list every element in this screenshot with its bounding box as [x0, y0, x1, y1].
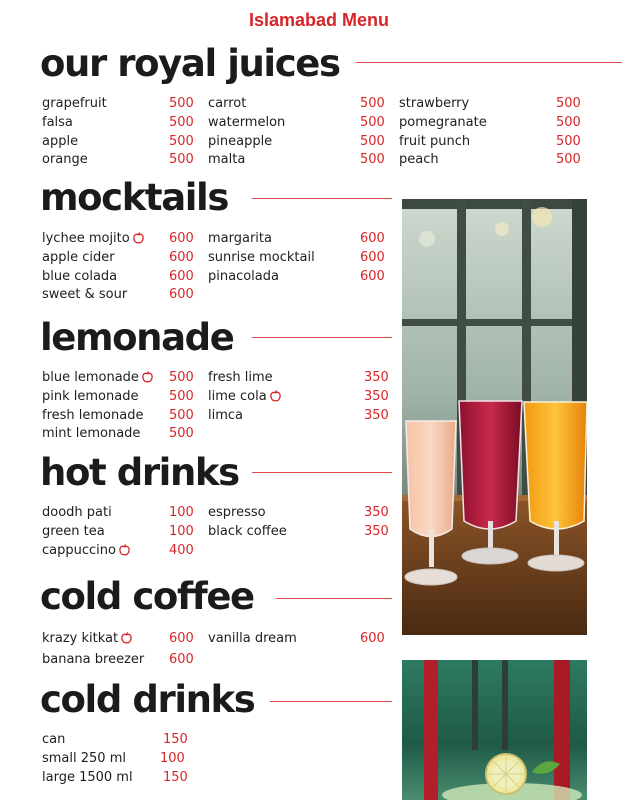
menu-item-name-text: lychee mojito [42, 231, 130, 246]
menu-item [208, 268, 390, 287]
menu-item [208, 151, 390, 170]
menu-item [42, 504, 200, 523]
menu-item-name [42, 230, 144, 249]
menu-item-price: 100 [169, 505, 194, 520]
menu-item-name: green tea [42, 523, 105, 539]
menu-item [42, 95, 200, 114]
menu-item-price: 500 [556, 96, 581, 111]
apple-icon [133, 232, 144, 244]
menu-item-price: 500 [169, 96, 194, 111]
menu-column-lemonade-2 [208, 369, 390, 425]
menu-item-price: 500 [360, 114, 385, 130]
menu-item-price: 500 [360, 152, 385, 168]
menu-item [208, 407, 390, 426]
photo-juice-glasses [402, 199, 587, 635]
section-rule-lemonade [252, 337, 392, 338]
menu-item-price: 600 [169, 287, 194, 303]
section-title-lemonade: lemonade [40, 316, 234, 359]
menu-item [42, 425, 200, 444]
menu-item-name [42, 369, 153, 388]
apple-icon [142, 371, 153, 383]
section-title-cold-drinks: cold drinks [40, 678, 255, 721]
menu-item-name: malta [208, 152, 246, 168]
photo-lemon-drink [402, 660, 587, 800]
menu-item [42, 523, 200, 542]
menu-item-name: fresh lemonade [42, 407, 144, 423]
menu-column-cold-coffee-1 [42, 628, 200, 670]
menu-item [208, 133, 390, 152]
juice-glasses-illustration [402, 199, 587, 635]
menu-item-name: sunrise mocktail [208, 249, 315, 265]
menu-item-name: vanilla dream [208, 631, 297, 646]
section-rule-hot-drinks [252, 472, 392, 473]
menu-item-name: small 250 ml [42, 750, 126, 766]
menu-item-price: 500 [169, 114, 194, 130]
menu-item [42, 750, 200, 769]
section-rule-mocktails [252, 198, 392, 199]
menu-item-price: 600 [169, 231, 194, 246]
menu-item-name: banana breezer [42, 652, 145, 667]
menu-item-price: 350 [364, 523, 389, 539]
menu-item [208, 369, 390, 388]
menu-column-hot-drinks-2 [208, 504, 390, 542]
menu-item-price: 350 [364, 505, 389, 520]
menu-item-name: black coffee [208, 523, 287, 539]
menu-item-name: orange [42, 152, 88, 168]
menu-item-name: grapefruit [42, 96, 107, 111]
menu-column-juices-1 [42, 95, 200, 170]
section-title-cold-coffee: cold coffee [40, 575, 254, 618]
menu-item [42, 731, 200, 750]
menu-item [42, 230, 200, 249]
menu-item [42, 542, 200, 561]
menu-column-juices-2 [208, 95, 390, 170]
menu-item-name: carrot [208, 96, 247, 111]
menu-item [208, 388, 390, 407]
menu-item-name: pink lemonade [42, 388, 139, 404]
menu-item-name [208, 388, 281, 407]
menu-item-price: 500 [360, 96, 385, 111]
menu-item-name: strawberry [399, 96, 470, 111]
menu-item-name: pinacolada [208, 268, 279, 284]
menu-item-price: 500 [169, 426, 194, 442]
menu-item-name: doodh pati [42, 505, 112, 520]
menu-item [42, 268, 200, 287]
menu-item-price: 500 [169, 152, 194, 168]
menu-item-name: pomegranate [399, 114, 487, 130]
menu-column-cold-drinks-1 [42, 731, 200, 787]
menu-column-mocktails-1 [42, 230, 200, 305]
menu-item [42, 133, 200, 152]
menu-item [399, 151, 589, 170]
section-rule-cold-drinks [270, 701, 392, 702]
menu-item-name: apple cider [42, 249, 115, 265]
menu-item [42, 114, 200, 133]
menu-item-name-text: cappuccino [42, 542, 116, 558]
menu-item [208, 504, 390, 523]
menu-item-price: 500 [360, 133, 385, 149]
menu-item-name: falsa [42, 114, 73, 130]
menu-item-price: 600 [360, 249, 385, 265]
menu-item-price: 600 [169, 631, 194, 646]
section-title-juices: our royal juices [40, 42, 340, 85]
menu-item [208, 114, 390, 133]
menu-item-price: 500 [169, 407, 194, 423]
menu-item [208, 249, 390, 268]
menu-item-name: pineapple [208, 133, 273, 149]
menu-item-price: 350 [364, 370, 389, 385]
menu-item [208, 523, 390, 542]
menu-column-mocktails-2 [208, 230, 390, 286]
menu-item-name: can [42, 732, 66, 747]
menu-item [399, 114, 589, 133]
menu-item-name: peach [399, 152, 439, 168]
section-title-hot-drinks: hot drinks [40, 451, 239, 494]
apple-icon [119, 544, 130, 556]
menu-item-price: 500 [169, 133, 194, 149]
menu-item [42, 407, 200, 426]
menu-item-price: 600 [169, 268, 194, 284]
menu-item-name: margarita [208, 231, 272, 246]
menu-item-name [42, 628, 132, 649]
menu-item-price: 350 [364, 407, 389, 423]
menu-item [42, 369, 200, 388]
menu-item-price: 600 [169, 652, 194, 667]
page-title: Islamabad Menu [248, 10, 390, 30]
menu-item [42, 769, 200, 788]
menu-item [208, 230, 390, 249]
menu-item-price: 500 [169, 388, 194, 404]
menu-item-price: 500 [556, 152, 581, 168]
menu-item-name: watermelon [208, 114, 286, 130]
menu-item [42, 286, 200, 305]
section-rule-juices [356, 62, 622, 63]
menu-item-price: 100 [160, 750, 185, 766]
menu-item-price: 600 [360, 231, 385, 246]
menu-item-price: 600 [360, 268, 385, 284]
menu-item [42, 628, 200, 649]
menu-item-name: espresso [208, 505, 266, 520]
menu-item-name: fruit punch [399, 133, 471, 149]
menu-item-price: 600 [360, 631, 385, 646]
menu-item [42, 151, 200, 170]
menu-item-name: large 1500 ml [42, 769, 133, 785]
section-title-mocktails: mocktails [40, 176, 228, 219]
menu-item-name: blue colada [42, 268, 118, 284]
menu-item-price: 500 [169, 370, 194, 385]
menu-column-hot-drinks-1 [42, 504, 200, 560]
menu-item-price: 600 [169, 249, 194, 265]
menu-item [208, 628, 390, 649]
menu-item-price: 100 [169, 523, 194, 539]
menu-item [42, 249, 200, 268]
menu-item-price: 150 [163, 732, 188, 747]
menu-item-name-text: lime cola [208, 388, 267, 404]
menu-item [399, 133, 589, 152]
menu-item-name-text: blue lemonade [42, 370, 139, 385]
menu-column-juices-3 [399, 95, 589, 170]
menu-item-name: apple [42, 133, 79, 149]
menu-item-price: 350 [364, 388, 389, 404]
apple-icon [270, 390, 281, 402]
menu-item-name: mint lemonade [42, 426, 141, 442]
menu-item [42, 649, 200, 670]
lemon-drink-illustration [402, 660, 587, 800]
menu-item-name-text: krazy kitkat [42, 631, 119, 646]
menu-item [208, 95, 390, 114]
menu-column-cold-coffee-2 [208, 628, 390, 649]
menu-column-lemonade-1 [42, 369, 200, 444]
menu-item-price: 150 [163, 769, 188, 785]
menu-item-price: 500 [556, 114, 581, 130]
menu-item-price: 400 [169, 542, 194, 558]
menu-item-name [42, 542, 130, 561]
menu-item-name: fresh lime [208, 370, 273, 385]
menu-item-name: sweet & sour [42, 287, 128, 303]
menu-item-name: limca [208, 407, 244, 423]
section-rule-cold-coffee [276, 598, 392, 599]
menu-item [42, 388, 200, 407]
menu-item-price: 500 [556, 133, 581, 149]
menu-item [399, 95, 589, 114]
apple-icon [121, 632, 132, 644]
